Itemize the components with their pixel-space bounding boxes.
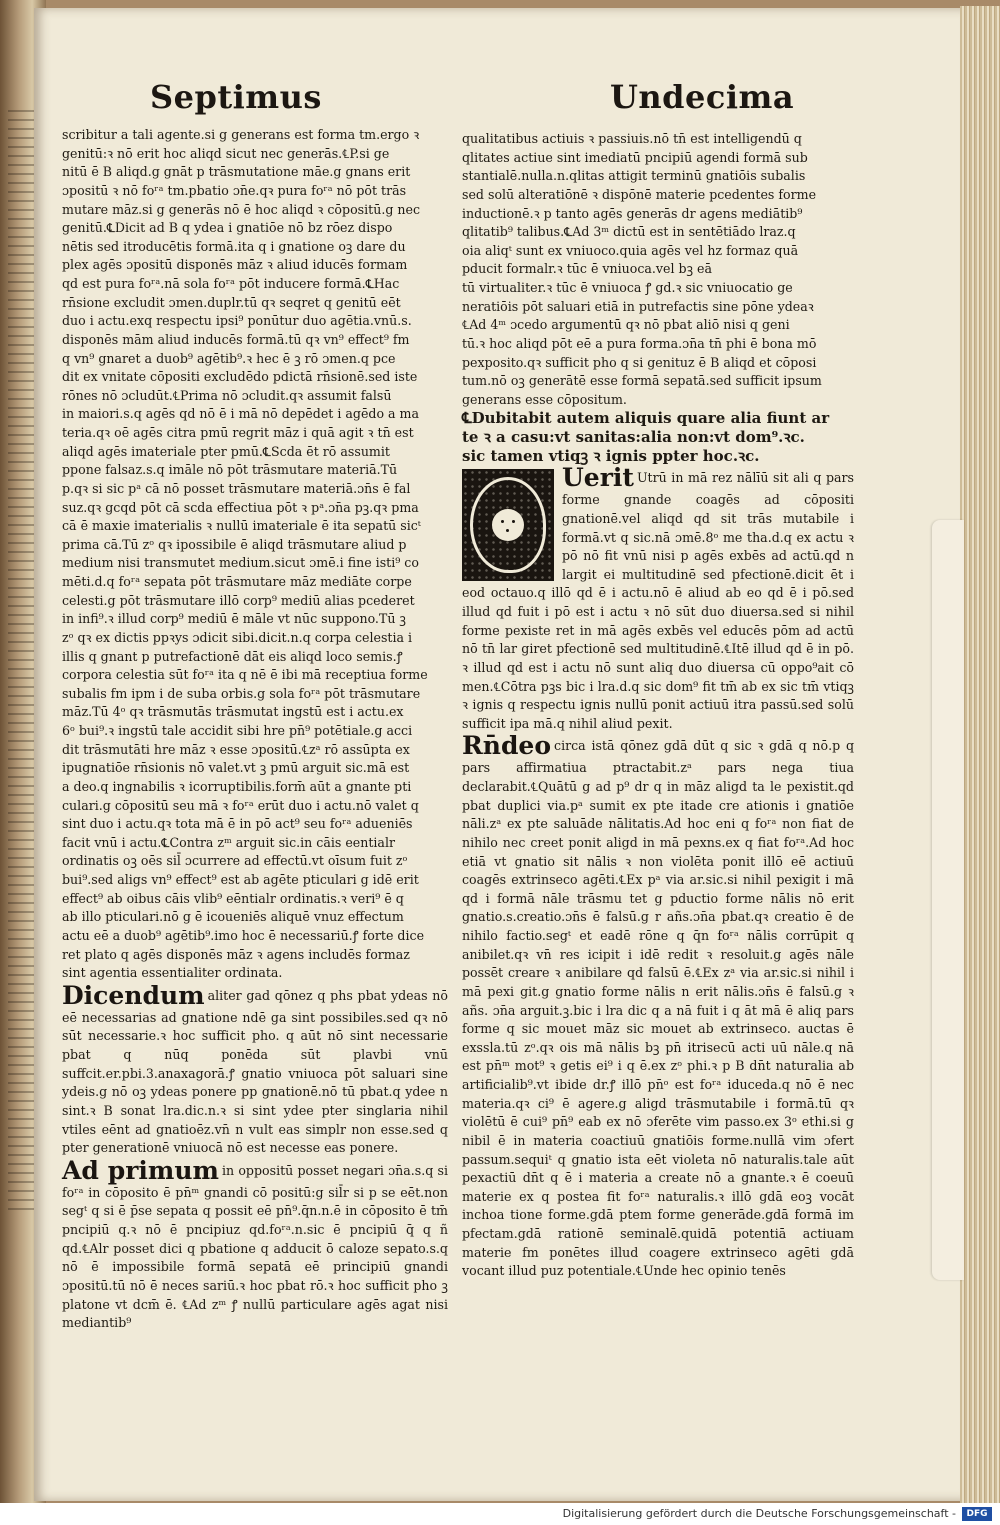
text-line: sint agentia essentialiter ordinata.: [62, 965, 283, 981]
text-line: sint duo i actu.qꝛ tota mā ē in pō act⁹ seu foʳᵃ adueniēs: [62, 816, 413, 832]
decorated-initial: [462, 469, 554, 581]
text-line: a deo.q ingnabilis ꝛ icorruptibilis.form̄ aūt a gnante pti: [62, 778, 412, 794]
text-line: in maiori.s.q agēs qd nō ē i mā nō depēdet i agēdo a ma: [62, 406, 420, 422]
text-line: ɔn̄a arguit.ꝫ.bic i lra dic q a nā fuit i q āt mā ē: [492, 1002, 798, 1018]
text-line: mutabile i formā.vt q sic.nā ɔmē.8ᵒ me: [562, 510, 854, 545]
text-line: ordinatis oꝫ oēs sil̄ ɔcurrere ad effectū.vt oīsum fuit zᵒ: [62, 853, 408, 869]
text-line: coactiuū gnatiōis forme.nullā vim ɔfert passum.sequiᵗ: [462, 1132, 854, 1167]
text-line: passū.sed solū sufficit ipa mā.q nihil aliud pexit.: [462, 697, 854, 731]
text-line: q pars affirmatiua ptractabit.zᵃ pars nega: [462, 738, 854, 776]
text-line: git.g gnatio forme nālis n erit nālis.ɔn̄s ē falsū.g ꝛ añs.: [462, 983, 855, 1018]
text-line: in infi⁹.ꝛ illud corp⁹ mediū ē māle vt nūc suppono.Tū ꝫ: [62, 611, 406, 627]
text-line: tha.d.q ex actu ꝛ pō nō fit vnū nisi p agēs: [562, 529, 854, 564]
text-line: corpora celestia sūt foʳᵃ ita q nē ē ibi mā receptiua forme: [62, 667, 428, 683]
respondeo-rubric: Rn̄deo: [462, 731, 552, 761]
text-line: qd est pura foʳᵃ.nā sola foʳᵃ pōt inducere formā.℄Hac: [62, 276, 400, 291]
text-line: dit ex vnitate cōpositi excludēdo pdictā rn̄sionē.sed iste: [62, 369, 418, 385]
text-line: ɔpositū ꝛ nō foʳᵃ tm.pbatio ɔn̄e.qꝛ pura foʳᵃ nō pōt trās: [62, 182, 407, 198]
text-line: culari.g cōpositū seu mā ꝛ foʳᵃ erūt duo i actu.nō valet q: [62, 797, 419, 813]
text-line: positū:g sil̄r si p se eēt.non segᵗ q si ē p̄se sepata q possit: [62, 1184, 448, 1219]
text-line: est i actu ꝛ nō sūt duo diuersa.sed si nihil forme pexiste: [462, 604, 854, 638]
text-line: pᵃ via ar.sic.si nihil pexigit i mā qd i formā nāle trāsmu: [462, 872, 854, 906]
text-line: ℄Ad zᵐ ꝭ nullū particulare agēs agat nisi mediantib⁹: [62, 1296, 448, 1331]
text-line: zᵒ qꝛ ex dictis ppꝛys ɔdicit sibi.dicit.n.q corpa celestia i: [62, 629, 413, 645]
text-line: materie fm ponētes illud coagere extrinseco agēti gdā: [462, 1244, 854, 1260]
ad-primum-rubric: Ad primum: [62, 1155, 219, 1185]
text-line: B dn̄t naturalia ab artificialib⁹.vt ibide dr.ꝭ illō pn̄ᵒ: [462, 1058, 855, 1092]
text-line: circa istā qōnez gdā dūt q sic ꝛ gdā q nō.p: [554, 738, 846, 754]
text-line: simplr non esse.sed q pter generationē vniuocā nō est: [62, 1121, 448, 1156]
text-line: ℄Ad 4ᵐ ɔcedo argumentū qꝛ nō pbat aliō nisi q geni: [462, 317, 790, 333]
text-line: stantialē.nulla.n.qlitas attigit terminū gnatiōis subalis: [462, 168, 806, 184]
initial-face: [492, 509, 524, 541]
text-line: est foʳᵃ iduceda.q nō ē nec materia.qꝛ ci⁹ ē agere.g: [462, 1077, 854, 1111]
text-line: vnū suffcit.er.pbi.3.anaxagorā.ꝭ gnatio vniuoca pōt: [62, 1047, 448, 1081]
text-line: disponēs mām aliud inducēs formā.tū qꝛ vn⁹ effect⁹ fm: [62, 331, 410, 347]
page-tab: [932, 520, 964, 1280]
text-line: pexposito.qꝛ sufficit pho q si genituz ē B aliqd et cōposi: [462, 354, 817, 370]
text-line: qd ē i actu.nō ē aliud ab eo qd ē i pō.sed illud qd fuit i pō: [462, 585, 855, 619]
text-line: tum.nō oꝫ generātē esse formā sepatā.sed sufficit ipsum: [462, 373, 822, 389]
right-column-body: [462, 130, 854, 409]
text-line: nō eē necessarias ad gnatione ndē ga: [62, 987, 448, 1025]
right-text-column: [462, 130, 854, 1281]
text-line: q pars forme gnande coagēs: [562, 470, 854, 508]
text-line: necesse eas ponere.: [269, 1140, 399, 1156]
running-head-right: Undecima: [610, 78, 795, 116]
text-line: qlitatib⁹ talibus.℄Ad 3ᵐ dictū est in sentētiādo lraz.q: [462, 224, 796, 240]
respondeo-text: [462, 738, 854, 1278]
dubitabit-text: [462, 409, 854, 465]
text-line: effect⁹ ab oibus cāis vlib⁹ eēntialr ordinatis.ꝛ veri⁹ ē q: [62, 890, 404, 906]
text-line: eē pn̄⁹.q̄n.n.ē in cōposito ē tm̄ pncipiū q.ꝛ nō ē pncipiuz: [62, 1203, 448, 1237]
text-line: ꝛ illud qd est i actu nō sunt aliq duo diuersa cū oppo⁹ait cō: [462, 659, 854, 675]
text-line: formā sepatā eē principiū gnandi ɔpositū.tū nō ē neces: [62, 1259, 449, 1293]
text-line: saluari sine ydeis.g nō oꝫ ydeas ponere pp gnationē.nō: [62, 1065, 449, 1100]
text-line: violēta ponit illō eē actiuū coagēs extrinseco agēti.℄Ex: [462, 853, 855, 888]
text-line: nētis sed itroducētis formā.ita q i gnatione oꝫ dare du: [62, 238, 406, 254]
text-line: duo i actu.exq respectu ipsi⁹ ponūtur duo agētia.vnū.s.: [62, 313, 412, 329]
text-line: facit vnū i actu.℄Contra zᵐ arguit sic.in cāis eentialr: [62, 834, 395, 850]
text-line: scribitur a tali agente.si g generans est forma tm.ergo ꝛ: [62, 127, 420, 142]
text-line: māz.Tū 4ᵒ qꝛ trāsmutās trāsmutat ingstū est i actu.ex: [62, 704, 404, 720]
text-line: aliter gad qōnez q phs pbat ydeas: [207, 987, 433, 1003]
ad-primum-text: [62, 1163, 448, 1330]
text-line: celesti.g pōt trāsmutare illō corp⁹ mediū alias pcederet: [62, 592, 415, 608]
dicendum-rubric: Dicendum: [62, 980, 205, 1010]
text-line: dn̄t q ē i materia a create nō a gnante.ꝛ ē coeuū materie: [462, 1170, 854, 1204]
text-line: pbatione q adducit ō caloze sepato.s.q nō ē impossibile: [62, 1240, 448, 1275]
text-line: oia aliqᵗ sunt ex vniuoco.quia agēs vel hz formaz quā: [462, 242, 799, 258]
text-line: mēti.d.q foʳᵃ sepata pōt trāsmutare māz mediāte corpe: [62, 574, 412, 589]
text-line: ipugnatiōe rn̄sionis nō valet.vt ꝫ pmū arguit sic.mā est: [62, 760, 410, 776]
text-line: genitū:ꝛ nō erit hoc aliqd sicut nec generās.℄P.si ge: [62, 145, 390, 161]
text-line: le pexistit.qd pbat duplici via.pᵃ sumit ex pte itade cre: [462, 779, 854, 813]
text-line: in oppositū posset negari ɔn̄a.s.q: [222, 1162, 438, 1178]
funding-note: Digitalisierung gefördert durch die Deutsche Forschungsgemeinschaft -: [562, 1507, 956, 1520]
text-line: te ꝛ a casu:vt sanitas:alia non:vt dom⁹.ꝛc.: [462, 428, 805, 446]
text-line: actu eē a duob⁹ agētib⁹.imo hoc ē necessariū.ꝭ forte dice: [62, 927, 425, 943]
queritur-rubric: Uerit: [562, 463, 634, 493]
text-line: genitū.℄Dicit ad B q ydea i gnatiōe nō bz rōez dispo: [62, 220, 393, 236]
text-line: qlitates actiue sint imediatū pncipiū agendi formā sub: [462, 149, 808, 165]
text-line: plex agēs ɔpositū disponēs māz ꝛ aliud iducēs formam: [62, 257, 408, 273]
text-line: inductionē.ꝛ p tanto agēs generās dr agens mediātib⁹: [462, 205, 803, 221]
text-line: q gnatio ista eēt violeta nō naturalis.tale aūt pexactiū: [462, 1151, 854, 1186]
dicendum-section: [62, 980, 449, 1158]
text-line: ex nō ɔferēte vim passo.ex 3ᵒ ethi.si g nibil ē in materia: [462, 1114, 854, 1148]
text-line: qualitatibus actiuis ꝛ passiuis.nō tn̄ est intelligendū q: [462, 131, 802, 146]
text-line: falsū.g r añs.ɔn̄a pbat.qꝛ creatio ē de nihilo factio.segᵗ: [462, 909, 854, 943]
text-line: Utrū in mā rez nālīū sit ali: [636, 470, 814, 486]
dfg-logo: DFG: [962, 1507, 992, 1521]
text-line: dit trāsmutāti hre māz ꝛ esse ɔpositū.℄zᵃ rō assūpta ex: [62, 741, 410, 757]
text-line: tiua declarabit.℄Quātū g ad p⁹ dr q in māz aligd ta: [462, 760, 854, 794]
text-line: tū.ꝛ hoc aliqd pōt eē a pura forma.ɔn̄a tn̄ phi ē bona mō: [462, 335, 817, 351]
left-column-body: [62, 126, 448, 983]
text-line: ab illo pticulari.nō g ē icoueniēs aliquē vnuz effectum: [62, 909, 404, 925]
text-line: rōnes nō ɔcludūt.℄Prima nō ɔcludit.qꝛ assumit falsū: [62, 387, 392, 403]
text-line: nitū ē B aliqd.g gnāt p trāsmutatione māe.g gnans erit: [62, 164, 411, 180]
text-line: et eadē rōne q q̄n foʳᵃ nālis corrūpit q anibilet.qꝛ vn̄: [462, 928, 855, 962]
text-line: pfectam.gdā rationē seminalē.quidā potentiā actiuam: [462, 1226, 854, 1241]
text-line: ret in mā agēs exbēs vel educēs pōm ad actū nō tn̄ lar: [462, 622, 854, 657]
left-text-column: [62, 126, 448, 1333]
text-line: ationis i gnatiōe nāli.zᵃ ex pte saluāde nālitatis.Ad hoc: [462, 797, 854, 832]
text-line: sint possibiles.sed qꝛ nō sūt necessarie.ꝛ hoc sufficit pho.: [62, 1009, 448, 1044]
text-line: p.qꝛ si sic pᵃ cā nō posset trāsmutare materiā.ɔn̄s ē fal: [62, 480, 411, 496]
text-line: giret pfectionē sed multitudinē.℄Itē illud qd ē in pō.: [521, 641, 854, 657]
text-line: ret plato q agēs disponēs māz ꝛ agens includēs formaz: [62, 946, 410, 962]
dicendum-text: [62, 988, 448, 1155]
text-line: tū virtualiter.ꝛ tūc ē vniuoca ꝭ gd.ꝛ sic vniuocatio ge: [462, 280, 793, 295]
text-line: bui⁹.sed aligs vn⁹ effect⁹ est ab agēte pticulari g idē erit: [62, 872, 419, 887]
respondeo-section: [462, 733, 854, 1281]
text-line: rn̄sione excludit ɔmen.duplr.tū qꝛ seqret q genitū eēt: [62, 294, 401, 310]
text-line: sariū.ꝛ hoc pbat rō.ꝛ hoc sufficit pho ꝫ platone vt dcm̄ ē.: [62, 1277, 448, 1312]
text-line: mutare māz.si g generās nō ē hoc aliqd ꝛ cōpositū.g nec: [62, 201, 421, 217]
text-line: sic tamen vtiqꝫ ꝛ ignis ppter hoc.ꝛc.: [462, 446, 760, 465]
text-line: qd.foʳᵃ.n.sic ē pncipiū q̄ q ñ qd.℄Alr posset dici q: [62, 1222, 448, 1256]
text-line: tū pbat.q ydee n sint.ꝛ B sonat lra.dic.n.ꝛ si sint ydee: [62, 1084, 449, 1118]
text-line: sed pfectionē.dicit ēt i eod octauo.q illō: [462, 566, 854, 601]
text-line: tm̄ vtiqꝫ ꝛ ignis q respectu ignis nullū ponit actiuū itra: [462, 678, 854, 713]
text-line: pducit formalr.ꝛ tūc ē vniuoca.vel bꝫ eā: [462, 261, 712, 277]
text-line: prima cā.Tū zᵒ qꝛ ipossibile ē aliqd trāsmutare aliud p: [62, 536, 407, 552]
text-line: q vn⁹ gnaret a duob⁹ agētib⁹.ꝛ hec ē ꝫ rō ɔmen.q pce: [62, 350, 396, 366]
text-line: neratiōis pōt saluari etiā in putrefactis sine pōne ydeaꝛ: [462, 298, 814, 314]
text-line: vocant illud puz potentiale.℄Unde hec opinio tenēs: [462, 1263, 786, 1279]
text-line: exbēs ad actū.qd n largit ei multitudinē: [562, 548, 854, 582]
text-line: cā ē maxie imaterialis ꝛ nullū imateriale ē ita sepatū sicᵗ: [62, 518, 421, 534]
text-line: tione forme.gdā ptem forme generāde.gdā formā im: [510, 1207, 854, 1223]
text-line: suz.qꝛ gcqd pōt cā scda effectiua pōt ꝛ pᵃ.ɔn̄a pꝫ.qꝛ pma: [62, 499, 419, 515]
text-line: sed solū alteratiōnē ꝛ dispōnē materie pcedentes forme: [462, 186, 817, 202]
text-line: ℄Dubitabit autem aliquis quare alia fiunt ar: [462, 409, 830, 428]
text-line: men.℄Cōtra pꝫs bic i lra.d.q sic dom⁹ fit tm̄ ab ex sic: [462, 678, 803, 694]
text-line: ex q postea fit foʳᵃ naturalis.ꝛ illō gdā eoꝫ vocāt inchoa: [462, 1188, 855, 1223]
text-line: uū nāle.q nā est pn̄ᵐ mot⁹ ꝛ getis ei⁹ i q ē.ex zᵒ phi.ꝛ p: [462, 1039, 854, 1074]
text-line: res icipit i idē redit ꝛ resoluit.g agēs nāle possēt creare ꝛ: [462, 946, 855, 981]
text-line: ad cōpositi gnationē.vel aliqd qd sit trās: [562, 492, 854, 526]
text-line: anibilare qd falsū ē.℄Ex zᵃ via ar.sic.si nihil i mā pexi: [462, 965, 855, 999]
running-head-left: Septimus: [150, 78, 322, 116]
text-line: generans esse cōpositum.: [462, 391, 627, 407]
text-line: pter singlaria nihil vtiles eēnt ad gnatioēz.vn̄ n vult eas: [62, 1102, 448, 1137]
text-line: tet g pductio forme nālis nō erit gnatio.s.creatio.ɔn̄s ē: [462, 890, 854, 925]
text-line: q aūt nō sint necessarie pbat q nūq ponēda sūt plavbi: [62, 1028, 448, 1062]
text-line: subalis fm ipm i de suba orbis.g sola foʳᵃ pōt trāsmutare: [62, 685, 421, 701]
text-line: 6ᵒ bui⁹.ꝛ ingstū tale accidit sibi hre pn̄⁹ potētiale.g acci: [62, 723, 413, 738]
text-line: si foʳᵃ in cōposito ē pn̄ᵐ gnandi cō: [62, 1162, 448, 1200]
book-fore-edge: [960, 6, 1000, 1503]
text-line: illis q gnant p putrefactionē dāt eis aliqd loco semis.ꝭ: [62, 648, 403, 664]
text-line: eni q foʳᵃ non fiat de nihilo nec creet ponit aligd in mā: [462, 816, 855, 850]
text-line: ppone falsaz.s.q imāle nō pōt trāsmutare materiā.Tū: [62, 462, 398, 478]
text-line: aliqd agēs imateriale pter pmū.℄Scda ēt rō assumit: [62, 443, 390, 459]
footer-bar: [0, 1503, 1000, 1525]
text-line: teria.qꝛ oē agēs citra pmū regrit māz i quā agit ꝛ tn̄ est: [62, 425, 414, 440]
text-line: pexns.ex q fiat foʳᵃ.Ad hoc etiā vt gnatio sit nālis ꝛ non: [462, 834, 854, 869]
ad-primum-section: [62, 1155, 449, 1333]
text-line: medium nisi transmutet medium.sicut ɔmē.i fine isti⁹ co: [62, 555, 419, 571]
queritur-section: [462, 465, 854, 733]
text-line: auctas ē exssla.tū zᵒ.qꝛ ois mā nālis bꝫ pn̄ itrisecū acti: [462, 1021, 854, 1055]
text-line: aligd trāsmutabile i formā.tū qꝛ violētū ē cui⁹ pn̄⁹ eab: [462, 1095, 854, 1130]
text-line: aliq pars forme q sic mouet māz sic mouet ab extrinseco.: [462, 1002, 854, 1037]
